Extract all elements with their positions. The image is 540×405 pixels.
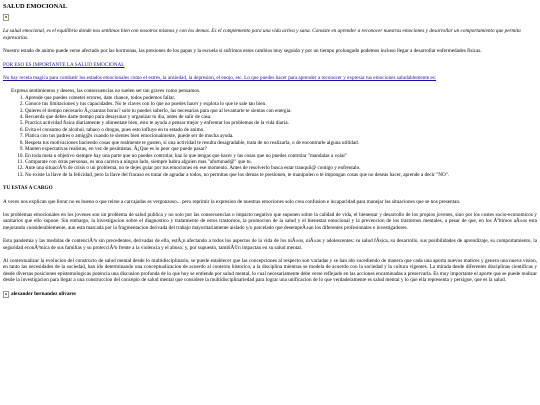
list-item: 8. Respeta tus motivaciones haciendo cosas que realmente te gusten, si una actividad te resulta desagradable, trata de no realizarla, o de encontrarle alguna utilidad. xyxy=(25,140,537,146)
broken-image-icon xyxy=(3,14,9,21)
recipe-link-row xyxy=(3,75,537,81)
paragraph-pandemic: Esta pandemia y las medidas de contenciÃ³n sin precedentes, derivadas de ella, estÃ¡n afectando a todos los aspectos de la vida de los niÃ±os, niÃ±as y adolescentes: su salud fÃsica, su desarrollo, sus posibilidades de aprendizaje, su comportamiento, la seguridad econÃ³mica de sus familias y su protecciÃ³n frente a la violencia y el abuso; y, por supuesto, tambiÃ©n impactan en su salud mental. xyxy=(3,238,537,251)
importance-link-row xyxy=(3,62,537,68)
section-heading: TU ESTAS A CARGO xyxy=(3,185,53,192)
author-row xyxy=(3,291,537,298)
list-item: 4. Recuerda que debes darte tiempo para desayunar y organizar tu dia, antes de salir de casa. xyxy=(25,114,537,120)
list-item: 12. Ante una situaciÃ³n de crisis o un problema, no te dejes guiar por tus emociones en ese momento. Antes de resolverlo busca estar tranquil@ contigo y enfrentalo. xyxy=(25,165,537,171)
tips-list-lead: Expresa sentimientos y deseos, las consecuencias no suelen ser tan graves como pensamos. xyxy=(11,88,201,95)
list-item: 1. Aprende que puedes cometer errores, date chance, todos podemos fallar. xyxy=(25,95,537,101)
paragraph-mood: Nuestro estado de animo puede verse afectado por las hormonas, las presiones de los papas y la escuela si sufrimos estos cambios muy seguido y por un tiempo prolongado podemos incluso llegar a desarrollar enfermedades fisicas. xyxy=(3,48,482,55)
paragraph-context: Al contextualizar la evolucion del constructo de salud mental desde lo multidisciplinario, se puede establecer que las concepciones al respecto son variadas y se han ido sucediendo de manera que cada una aporta nuevos matices y genera una nueva vision, en tanto las necesidades de la sociedad, han ido determinando una conceptualizacion de acuerdo al contexto historico, a la disciplina mientras se modela de acuerdo con la sociedad y la cultura vigentes. La mirada desde diferentes disciplinas cientificas y desde diversas posiciones epistemologicas potencia una discusion profunda de lo que hoy se entiende por salud mental, lo cual necesariamente debe verse reflejado en las acciones encaminadas a preservarla. Es muy importante el aporte que se puede realizar desde la investigacion para llegar a una construccion del concepto de salud mental que considere la multidisciplinariedad para lograr una unificacion de lo que verdaderamente es salud mental y lo que ella representa y persigue, que es la salud. xyxy=(3,257,537,284)
importance-link[interactable]: POR ESO ES IMPORTANTE LA SALUD EMOCIONAL xyxy=(3,61,125,68)
list-item: 11. Comparate con otras personas, es una carrera a ningun lado, siempre habra alguien mas "afortunad@" que tu. xyxy=(25,159,537,165)
recipe-link[interactable]: No hay receta magica para combatir los estados emocionales como el estres, la ansiedad, la depresion, el enojo, etc. Lo que puedes hacer para aprender a reconocer y expresar tus emociones saludablemente es: xyxy=(3,75,437,82)
list-item: 7. Platica con tus padres o amig@s cuando te sientes bien emocionalmente, puede ser de mucha ayuda. xyxy=(25,133,537,139)
paragraph-repression: A veces nos explican que llorar no es bueno o que reirse a carcajadas es vergonzoso... pero reprimir la expresion de nuestras emociones solo crea confusion e incapacidad para manejar las situaciones que se nos presentan. xyxy=(3,198,461,205)
list-item: 10. En toda meta u objetivo siempre hay una parte que no puedes controlar, haz lo que tengas que hacer y las cosas que no puedes controlar "mandalas a volar" xyxy=(25,153,537,159)
list-item: 3. Quieres el tiempo necesario Â¿cuantas horas? solo tu puedes saberlo, las necesarias para que al levantarte te sientas con energia. xyxy=(25,108,537,114)
list-item: 2. Conoce tus limitaciones y tus capacidades. No te claves con lo que no puedes hacer y explota lo que te sale tan bien. xyxy=(25,101,537,107)
paragraph-youth-problems: los problemas emocionales en los jovenes son un problema de salud publica y no solo por las consecuencias o impacto negativo que suponen sobre la calidad de vida, el bienestar y desarrollo de los propios jovenes, sino por los costes socio-economicos y sanitarios que ello supone. Sin embargo, la investigacion sobre el diagnostico y tratamiento de estos trastornos, la promocion de la salud y el bienestar emocional y la prevencion de los trastornos mentales, a pesar de que, en los Ãºltimos aÃ±os esta mejorando considerablemente, aun esta marcada por la fragmentacion derivada del trabajo mayoritariamente aislado y/o parcelado que desempeÃ±an los diferentes profesionales e investigadores. xyxy=(3,211,537,231)
list-item: 13. No existe la llave de la felicidad, pero la llave del fracaso es tratar de agradar a todos, no permitas que los demas te presionen, te manipulen o te impongan cosas que no deseas hacer, aprende a decir "NO". xyxy=(25,172,537,178)
list-item: 6. Evita el consumo de alcohol, tabaco o drogas, pues esto influye en tu estado de animo. xyxy=(25,127,537,133)
intro-paragraph: La salud emocional, es el equilibrio donde nos sentimos bien con nosotros mismos y con los demas. Es el complemento para una vida activa y sana. Consiste en aprender a reconocer nuestras emociones y desarrollar un comportamiento que permita expresarlas. xyxy=(3,28,521,41)
tips-list-block xyxy=(3,88,537,178)
author-name: alexander hernandez olivares xyxy=(11,290,76,297)
list-item: 5. Practica actividad fisica diariamente y alimentate bien, esto te ayuda a pensar mejor y enfrentar los problemas de la vida diaria. xyxy=(25,120,537,126)
list-item: 9. Manten expectativas realistas, en vez de pesimistas. Â¿Que es lo peor que puede pasar? xyxy=(25,146,537,152)
page-title: SALUD EMOCIONAL xyxy=(3,3,68,10)
author-image-icon xyxy=(3,291,9,298)
tips-list xyxy=(3,95,537,178)
